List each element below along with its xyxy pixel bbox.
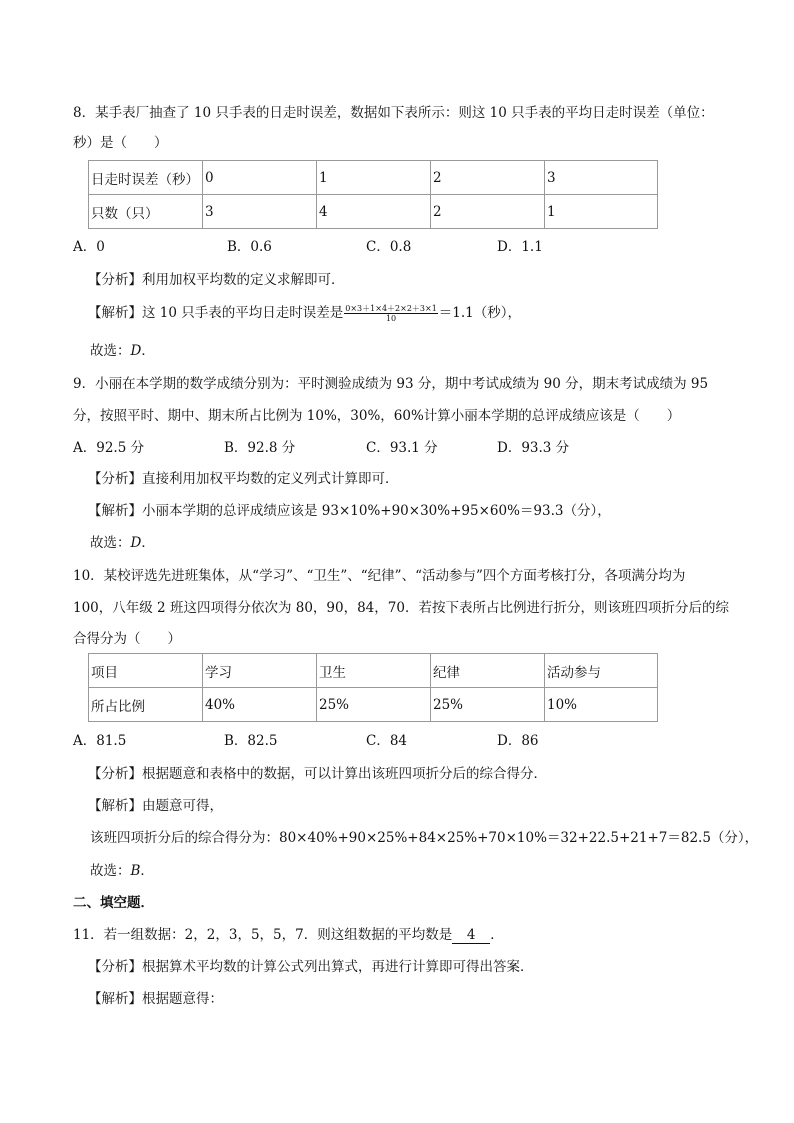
q8-solution-prefix: 【解析】这 10 只手表的平均日走时误差是 [88,305,344,321]
q10-option-b: B．82.5 [224,733,278,749]
q9-option-b: B．92.8 分 [224,440,296,456]
q9-option-c: C．93.1 分 [366,440,438,456]
answer-suffix: ． [141,535,155,551]
q10-stem-line1: 10．某校评选先进班集体，从“学习”、“卫生”、“纪律”、“活动参与”四个方面考核打分，各项满分均为 [73,568,686,584]
answer-prefix: 故选： [90,535,131,551]
q9-stem-line2: 分，按照平时、期中、期末所占比例为 10%，30%，60%计算小丽本学期的总评成绩应该是（ ） [73,408,681,424]
q11-solution: 【解析】根据题意得： [88,991,223,1007]
table-cell: 2 [431,195,545,229]
q8-option-d: D．1.1 [497,239,543,255]
table-cell: 4 [317,195,431,229]
q9-option-a: A．92.5 分 [73,440,145,456]
table-cell: 项目 [89,654,203,688]
q9-solution: 【解析】小丽本学期的总评成绩应该是 93×10%+90×30%+95×60%＝93.3（分）， [88,503,611,519]
q10-calculation: 该班四项折分后的综合得分为：80×40%+90×25%+84×25%+70×10%＝32+22.5+21+7＝82.5（分）， [90,830,759,846]
answer-letter: D [130,535,142,551]
table-row [89,195,658,229]
q10-stem-line3: 合得分为（ ） [73,631,181,647]
q10-option-c: C．84 [366,733,408,749]
table-cell: 1 [545,195,658,229]
q10-table [88,653,658,722]
table-cell: 活动参与 [545,654,658,688]
q8-option-a: A．0 [73,239,105,255]
q11-stem-prefix: 11．若一组数据：2，2，3，5，5，7．则这组数据的平均数是 [73,927,453,943]
table-cell: 只数（只） [89,195,203,229]
q8-solution-suffix: ＝1.1（秒）， [438,305,522,321]
q11-stem [73,925,504,945]
q8-stem-line2: 秒）是（ ） [73,135,168,151]
table-cell: 卫生 [317,654,431,688]
table-cell: 3 [545,161,658,195]
table-cell: 0 [203,161,317,195]
table-cell: 3 [203,195,317,229]
table-row [89,654,658,688]
table-cell: 2 [431,161,545,195]
q8-table [88,160,658,229]
q9-analysis: 【分析】直接利用加权平均数的定义列式计算即可． [88,471,399,487]
table-cell: 所占比例 [89,688,203,722]
q8-fraction-denominator: 10 [385,314,397,323]
q9-answer [90,533,155,553]
answer-suffix: ． [140,863,154,879]
q8-option-b: B．0.6 [227,239,272,255]
q8-answer [90,341,155,361]
q10-solution: 【解析】由题意可得， [88,798,223,814]
q10-option-d: D．86 [497,733,539,749]
q8-fraction [344,304,438,323]
q8-option-c: C．0.8 [366,239,412,255]
q8-fraction-numerator: 0×3＋1×4＋2×2＋3×1 [345,304,437,313]
answer-prefix: 故选： [90,343,131,359]
table-row [89,161,658,195]
table-cell: 1 [317,161,431,195]
answer-suffix: ． [141,343,155,359]
table-cell: 10% [545,688,658,722]
q11-stem-suffix: ． [490,927,504,943]
answer-letter: B [130,863,141,879]
q10-answer [90,861,154,881]
q8-solution [88,303,521,323]
q10-analysis: 【分析】根据题意和表格中的数据，可以计算出该班四项折分后的综合得分． [88,766,547,782]
q8-analysis: 【分析】利用加权平均数的定义求解即可． [88,272,345,288]
table-row [89,688,658,722]
table-cell: 学习 [203,654,317,688]
table-cell: 纪律 [431,654,545,688]
table-cell: 40% [203,688,317,722]
table-cell: 日走时误差（秒） [89,161,203,195]
q10-option-a: A．81.5 [73,733,127,749]
q9-stem-line1: 9．小丽在本学期的数学成绩分别为：平时测验成绩为 93 分，期中考试成绩为 90 分，期末考试成绩为 95 [73,376,709,392]
table-cell: 25% [431,688,545,722]
table-cell: 25% [317,688,431,722]
answer-letter: D [130,343,142,359]
q10-stem-line2: 100，八年级 2 班这四项得分依次为 80，90，84，70．若按下表所占比例进行折分，则该班四项折分后的综 [73,600,729,616]
answer-prefix: 故选： [90,863,131,879]
section-title: 二、填空题． [73,895,154,911]
q9-option-d: D．93.3 分 [497,440,570,456]
q11-analysis: 【分析】根据算术平均数的计算公式列出算式，再进行计算即可得出答案． [88,959,534,975]
q8-stem-line1: 8．某手表厂抽查了 10 只手表的日走时误差，数据如下表所示：则这 10 只手表的平均日走时误差（单位： [73,105,714,121]
q11-answer-blank: 4 [452,928,490,944]
